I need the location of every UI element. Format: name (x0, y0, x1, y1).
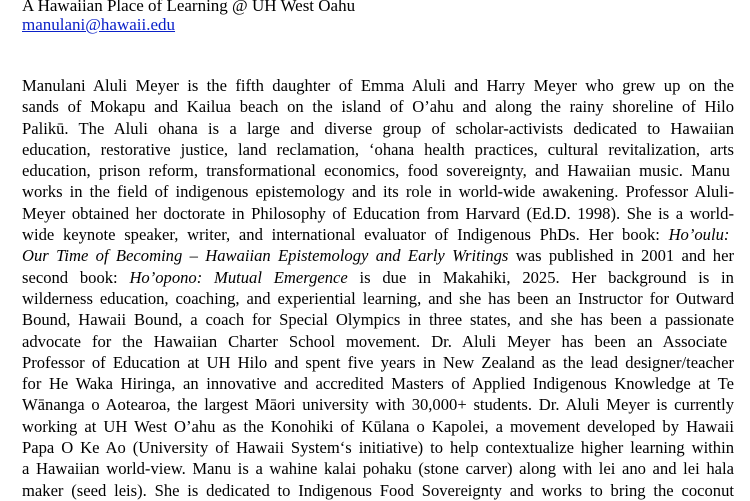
bio-line (22, 224, 734, 245)
bio-text: works in the field of indigenous epistemology and its role in world-wide awakening. Professor Aluli- (22, 182, 734, 202)
bio-line (22, 118, 734, 139)
bio-text: working at UH West O’ahu as the Konohiki of Kūlana o Kapolei, a movement developed by Hawaii (22, 416, 734, 436)
bio-line (22, 203, 734, 224)
bio-line (22, 331, 734, 352)
bio-text: Meyer obtained her doctorate in Philosophy of Education from Harvard (Ed.D. 1998). She is a world- (22, 203, 734, 223)
biography-paragraph (22, 75, 734, 501)
bio-text: wide keynote speaker, writer, and international evaluator of Indigenous PhDs. Her book: (22, 225, 669, 245)
bio-text: sands of Mokapu and Kailua beach on the island of O’ahu and along the rainy shoreline of Hilo (22, 97, 734, 117)
bio-line (22, 288, 734, 309)
bio-line (22, 75, 734, 96)
bio-line (22, 267, 734, 288)
bio-text: second book: (22, 267, 130, 287)
bio-text: Palikū. The Aluli ohana is a large and diverse group of scholar-activists dedicated to Hawaiian (22, 118, 734, 138)
bio-line (22, 373, 734, 394)
bio-line (22, 394, 734, 415)
bio-text: a Hawaiian world-view. Manu is a wahine kalai pohaku (stone carver) along with lei ano and lei hala (22, 459, 734, 479)
bio-line (22, 480, 734, 501)
bio-line (22, 96, 734, 117)
bio-text: Bound, Hawaii Bound, a coach for Special Olympics in three states, and she has been a passionate (22, 310, 734, 330)
book-title: Ho’opono: Mutual Emergence (129, 267, 348, 287)
bio-text: Wānanga o Aotearoa, the largest Māori university with 30,000+ students. Dr. Aluli Meyer is currently (22, 395, 734, 415)
book-title: Ho’oulu: (668, 225, 730, 245)
bio-text: Professor of Education at UH Hilo and spent five years in New Zealand as the lead designer/teacher (22, 352, 734, 372)
bio-line (22, 309, 734, 330)
bio-text: education, restorative justice, land reclamation, ‘ohana health practices, cultural revitalization, arts (22, 139, 734, 159)
bio-text: wilderness education, coaching, and experiential learning, and she has been an Instructor for Outward (22, 288, 734, 308)
bio-text: is due in Makahiki, 2025. Her background is in (347, 267, 734, 287)
bio-line (22, 458, 734, 479)
bio-line (22, 160, 734, 181)
bio-line (22, 416, 734, 437)
bio-text: Manulani Aluli Meyer is the fifth daughter of Emma Aluli and Harry Meyer who grew up on the (22, 76, 734, 95)
bio-text: advocate for the Hawaiian Charter School movement. Dr. Aluli Meyer has been an Associate (22, 331, 728, 351)
bio-text: for He Waka Hiringa, an innovative and accredited Masters of Applied Indigenous Knowledge at Te (22, 374, 734, 394)
book-title: Our Time of Becoming – Hawaiian Epistemology and Early Writings (22, 246, 509, 266)
affiliation-line: A Hawaiian Place of Learning @ UH West Oahu (22, 0, 356, 15)
bio-line (22, 245, 734, 266)
bio-line (22, 352, 734, 373)
bio-line (22, 139, 734, 160)
email-link[interactable]: manulani@hawaii.edu (22, 15, 176, 34)
bio-text: maker (seed leis). She is dedicated to Indigenous Food Sovereignty and works to bring the coconut (22, 480, 734, 500)
bio-text: was published in 2001 and her (508, 246, 734, 266)
bio-text: education, prison reform, transformational economics, food sovereignty, and Hawaiian music. Manu (22, 161, 730, 181)
bio-line (22, 437, 734, 458)
bio-text: Papa O Ke Ao (University of Hawaii System‘s initiative) to help contextualize higher learning within (22, 438, 734, 458)
bio-line (22, 181, 734, 202)
